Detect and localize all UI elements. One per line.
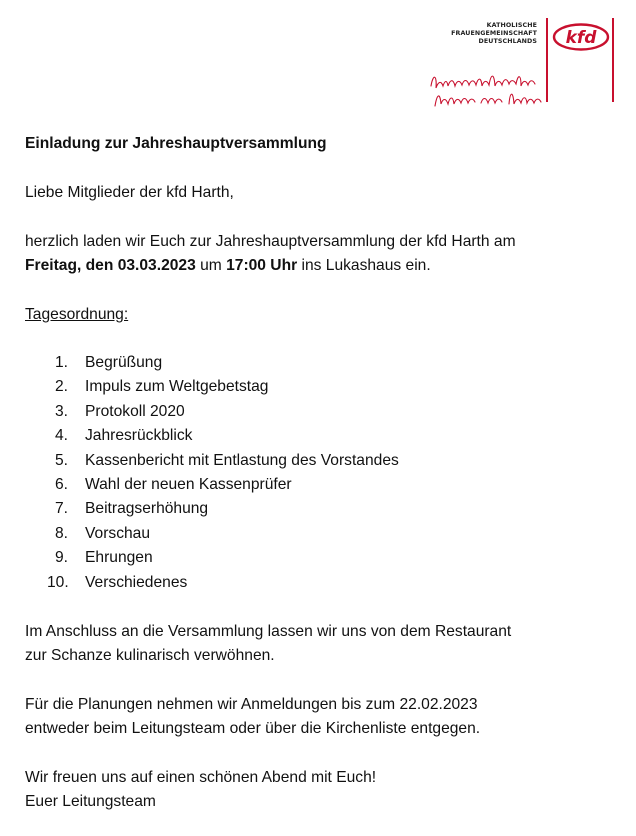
agenda-item-label: Beitragserhöhung xyxy=(85,500,209,518)
agenda-item-label: Verschiedenes xyxy=(85,573,188,591)
agenda-item-label: Begrüßung xyxy=(85,354,163,371)
greeting: Liebe Mitglieder der kfd Harth, xyxy=(25,184,234,201)
after-line-2: zur Schanze kulinarisch verwöhnen. xyxy=(25,647,275,664)
agenda-item xyxy=(55,473,399,497)
agenda-item-label: Ehrungen xyxy=(85,549,153,567)
agenda-item-label: Jahresrückblick xyxy=(85,427,193,445)
agenda-item xyxy=(55,522,399,546)
agenda-item xyxy=(55,375,399,399)
agenda-item-label: Wahl der neuen Kassenprüfer xyxy=(85,476,292,494)
closing-line-1: Wir freuen uns auf einen schönen Abend mit Euch! xyxy=(25,769,377,786)
agenda-item xyxy=(55,424,399,448)
kfd-badge xyxy=(552,22,610,52)
agenda-item-label: Kassenbericht mit Entlastung des Vorstandes xyxy=(85,451,399,469)
intro-connector: um xyxy=(195,257,227,274)
agenda-item-label: Protokoll 2020 xyxy=(85,402,185,420)
org-name-line: FRAUENGEMEINSCHAFT xyxy=(451,30,537,37)
agenda-item xyxy=(55,546,399,570)
agenda-item-label: Vorschau xyxy=(85,524,151,542)
letter-title: Einladung zur Jahreshauptversammlung xyxy=(25,135,327,152)
kfd-logo xyxy=(425,18,625,108)
org-name-line: DEUTSCHLANDS xyxy=(478,38,537,45)
intro-line-2 xyxy=(25,254,431,278)
kfd-badge-text: kfd xyxy=(565,28,597,48)
agenda-item xyxy=(55,497,399,521)
agenda-item-number: 6. xyxy=(55,476,69,494)
plan-line-2: entweder beim Leitungsteam oder über die Kirchenliste entgegen. xyxy=(25,720,481,737)
agenda-item xyxy=(55,449,399,473)
org-name xyxy=(451,22,537,46)
after-line-1: Im Anschluss an die Versammlung lassen wir uns von dem Restaurant xyxy=(25,623,512,640)
agenda-item-number: 2. xyxy=(55,378,69,396)
agenda-item-label: Impuls zum Weltgebetstag xyxy=(85,378,269,396)
plan-line-1: Für die Planungen nehmen wir Anmeldungen bis zum 22.02.2023 xyxy=(25,696,478,713)
intro-line-1: herzlich laden wir Euch zur Jahreshauptversammlung der kfd Harth am xyxy=(25,233,516,250)
agenda-item xyxy=(55,400,399,424)
agenda-item-number: 7. xyxy=(55,500,69,518)
slogan-signature xyxy=(429,68,549,112)
agenda-item-number: 4. xyxy=(55,427,69,445)
agenda-list xyxy=(47,351,399,595)
agenda-item-number: 3. xyxy=(55,402,69,420)
closing-signature: Euer Leitungsteam xyxy=(25,793,156,810)
meeting-time: 17:00 Uhr xyxy=(226,257,298,274)
agenda-item-number: 10. xyxy=(47,573,69,591)
agenda-item-number: 9. xyxy=(55,549,69,567)
agenda-item xyxy=(47,571,399,595)
meeting-date: Freitag, den 03.03.2023 xyxy=(25,257,196,274)
agenda-item-number: 1. xyxy=(55,354,69,371)
agenda-title: Tagesordnung: xyxy=(25,306,129,323)
logo-red-line-right xyxy=(612,18,614,102)
agenda-item-number: 5. xyxy=(55,451,69,469)
org-name-line: KATHOLISCHE xyxy=(486,22,537,29)
agenda-item xyxy=(55,351,399,375)
intro-location: ins Lukashaus ein. xyxy=(297,257,431,274)
agenda-item-number: 8. xyxy=(55,524,69,542)
